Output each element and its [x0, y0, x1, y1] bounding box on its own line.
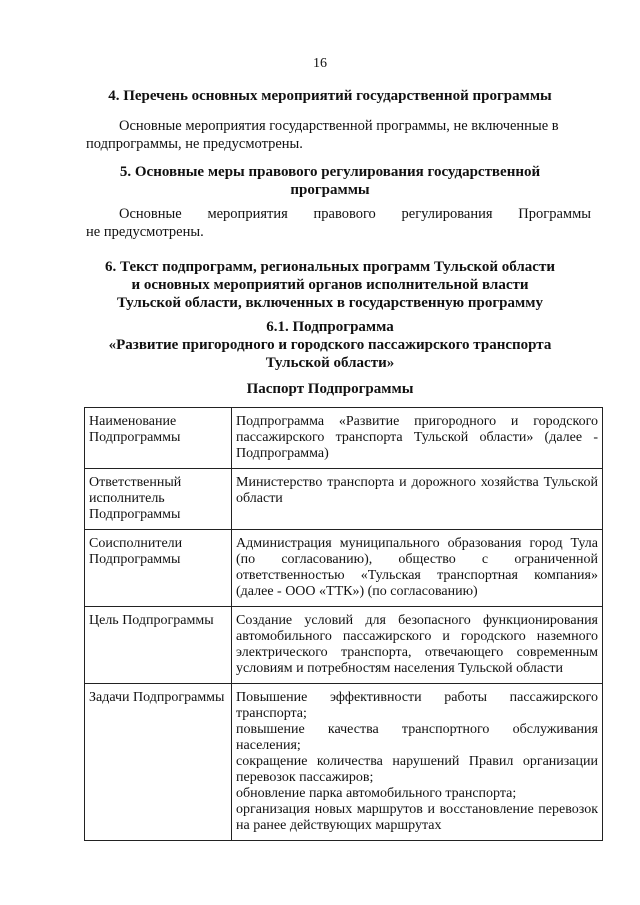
task-item: организация новых маршрутов и восстановление перевозок на ранее действующих маршрутах: [236, 802, 598, 833]
section-5-text: [86, 205, 591, 241]
page-number: 16: [313, 56, 327, 71]
section-5-text-line1: Основные мероприятия правового регулирования Программы: [119, 206, 591, 222]
row-label: Цель Подпрограммы: [85, 607, 232, 684]
row-label: Задачи Подпрограммы: [85, 684, 232, 841]
section-6-heading: [60, 258, 600, 312]
task-item: обновление парка автомобильного транспорта;: [236, 786, 517, 801]
section-4-heading: 4. Перечень основных мероприятий государственной программы: [108, 88, 552, 104]
section-5-heading: [60, 163, 600, 199]
section-5-heading-line2: программы: [290, 182, 370, 198]
row-value: Подпрограмма «Развитие пригородного и городского пассажирского транспорта Тульской области» (далее - Подпрограмма): [232, 408, 603, 469]
section-6-heading-line1: 6. Текст подпрограмм, региональных программ Тульской области: [105, 259, 555, 275]
row-value: Администрация муниципального образования город Тула (по согласованию), общество с ограниченной ответственностью «Тульская транспортная компания» (далее - ООО «ТТК») (по согласованию): [232, 530, 603, 607]
row-label: Соисполнители Подпрограммы: [85, 530, 232, 607]
section-6-heading-line3: Тульской области, включенных в государственную программу: [117, 295, 543, 311]
subprogram-heading: [60, 318, 600, 372]
subprogram-heading-line2: «Развитие пригородного и городского пассажирского транспорта: [108, 337, 552, 353]
section-4-text-line1: Основные мероприятия государственной программы, не включенные в: [119, 118, 559, 134]
task-item: повышение качества транспортного обслуживания населения;: [236, 722, 598, 753]
table-row: [85, 684, 603, 841]
task-item: сокращение количества нарушений Правил организации перевозок пассажиров;: [236, 754, 598, 785]
row-value: [232, 684, 603, 841]
passport-title: Паспорт Подпрограммы: [246, 381, 414, 397]
table-row: [85, 408, 603, 469]
section-6-heading-line2: и основных мероприятий органов исполнительной власти: [131, 277, 529, 293]
row-value: Министерство транспорта и дорожного хозяйства Тульской области: [232, 469, 603, 530]
subprogram-heading-line1: 6.1. Подпрограмма: [266, 319, 394, 335]
row-value: Создание условий для безопасного функционирования автомобильного пассажирского и городского наземного электрического транспорта, отвечающего современным условиям и потребностям населения Тульской области: [232, 607, 603, 684]
subprogram-heading-line3: Тульской области»: [265, 355, 395, 371]
section-5-heading-line1: 5. Основные меры правового регулирования государственной: [119, 164, 541, 180]
table-row: [85, 530, 603, 607]
section-4-text-line2: подпрограммы, не предусмотрены.: [86, 136, 303, 152]
section-5-text-line2: не предусмотрены.: [86, 224, 204, 240]
task-item: Повышение эффективности работы пассажирского транспорта;: [236, 690, 598, 721]
table-row: [85, 607, 603, 684]
row-label: Ответственный исполнитель Подпрограммы: [85, 469, 232, 530]
row-label: Наименование Подпрограммы: [85, 408, 232, 469]
passport-table: [84, 407, 603, 841]
table-row: [85, 469, 603, 530]
section-4-text: [86, 117, 591, 153]
